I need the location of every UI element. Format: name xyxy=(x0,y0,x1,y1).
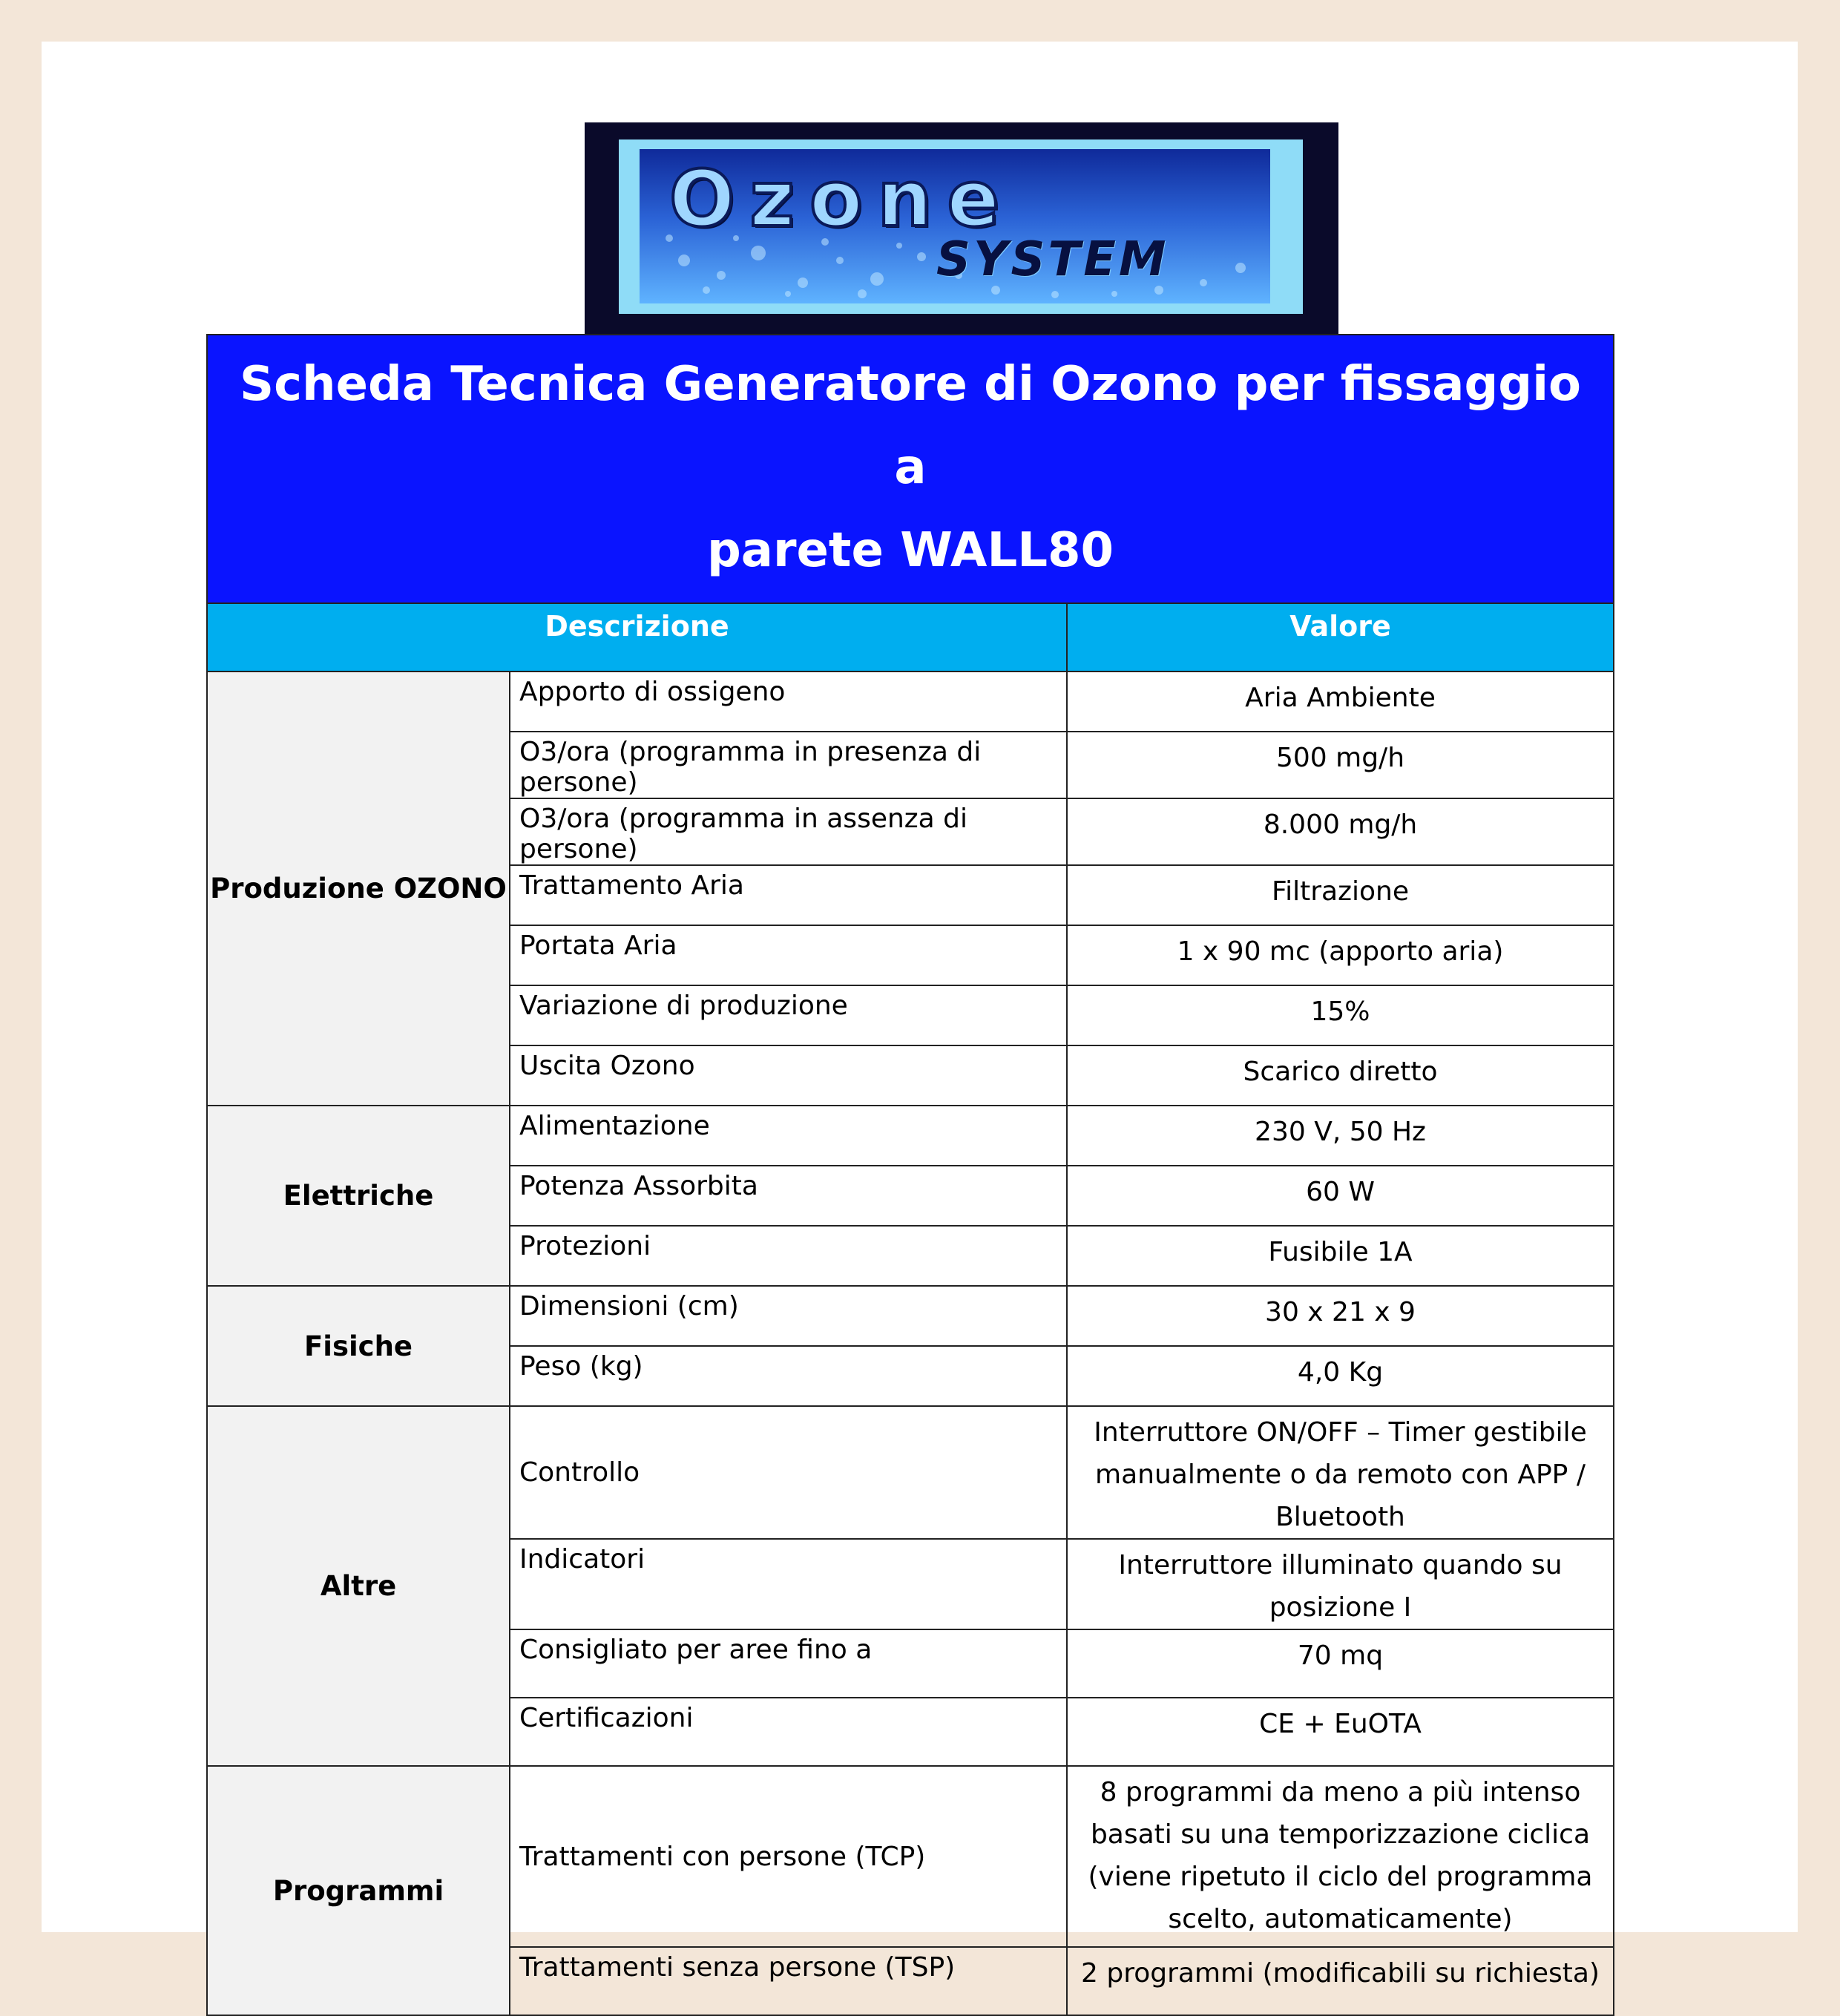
row-description: Variazione di produzione xyxy=(510,985,1067,1045)
group-label: Altre xyxy=(207,1406,510,1766)
row-value: 2 programmi (modificabili su richiesta) xyxy=(1067,1947,1614,2015)
ozone-system-logo xyxy=(585,122,1338,338)
row-value: 30 x 21 x 9 xyxy=(1067,1286,1614,1346)
row-description: Certificazioni xyxy=(510,1698,1067,1766)
row-description: Indicatori xyxy=(510,1539,1067,1629)
table-row xyxy=(207,1766,1614,1947)
table-row xyxy=(207,1286,1614,1346)
row-description: Uscita Ozono xyxy=(510,1045,1067,1106)
row-value: 4,0 Kg xyxy=(1067,1346,1614,1406)
row-value: Interruttore illuminato quando su posizione I xyxy=(1067,1539,1614,1629)
row-description: O3/ora (programma in presenza di persone) xyxy=(510,732,1067,798)
logo-subtitle: SYSTEM xyxy=(936,232,1169,287)
row-description: Controllo xyxy=(510,1406,1067,1539)
row-description: Protezioni xyxy=(510,1226,1067,1286)
group-label: Produzione OZONO xyxy=(207,672,510,1106)
logo-water-drops-background xyxy=(640,149,1270,303)
row-value: 70 mq xyxy=(1067,1629,1614,1698)
row-value: 15% xyxy=(1067,985,1614,1045)
row-value: CE + EuOTA xyxy=(1067,1698,1614,1766)
row-value: 1 x 90 mc (apporto aria) xyxy=(1067,925,1614,985)
table-row xyxy=(207,1106,1614,1166)
row-description: Apporto di ossigeno xyxy=(510,672,1067,732)
row-value: 8.000 mg/h xyxy=(1067,798,1614,865)
title-line-2: parete WALL80 xyxy=(706,523,1114,578)
row-description: Alimentazione xyxy=(510,1106,1067,1166)
table-row xyxy=(207,672,1614,732)
row-value: Aria Ambiente xyxy=(1067,672,1614,732)
table-title xyxy=(207,335,1614,603)
row-description: Trattamenti con persone (TCP) xyxy=(510,1766,1067,1947)
logo-frame xyxy=(619,139,1303,314)
row-value: Filtrazione xyxy=(1067,865,1614,925)
row-description: Trattamenti senza persone (TSP) xyxy=(510,1947,1067,2015)
spec-table-wrapper xyxy=(206,334,1613,2016)
row-value: 500 mg/h xyxy=(1067,732,1614,798)
row-description: Potenza Assorbita xyxy=(510,1166,1067,1226)
title-line-1: Scheda Tecnica Generatore di Ozono per fissaggio a xyxy=(239,357,1582,495)
table-row xyxy=(207,1406,1614,1539)
row-value: Fusibile 1A xyxy=(1067,1226,1614,1286)
header-description: Descrizione xyxy=(207,603,1067,672)
logo-word: Ozone xyxy=(669,154,1014,244)
row-description: Portata Aria xyxy=(510,925,1067,985)
row-value: Scarico diretto xyxy=(1067,1045,1614,1106)
row-value: 230 V, 50 Hz xyxy=(1067,1106,1614,1166)
group-label: Elettriche xyxy=(207,1106,510,1286)
row-value: Interruttore ON/OFF – Timer gestibile manualmente o da remoto con APP / Bluetooth xyxy=(1067,1406,1614,1539)
header-value: Valore xyxy=(1067,603,1614,672)
row-value: 8 programmi da meno a più intenso basati su una temporizzazione ciclica (viene ripetuto il ciclo del programma scelto, automaticamente) xyxy=(1067,1766,1614,1947)
group-label: Programmi xyxy=(207,1766,510,2015)
row-value: 60 W xyxy=(1067,1166,1614,1226)
row-description: O3/ora (programma in assenza di persone) xyxy=(510,798,1067,865)
spec-table xyxy=(206,334,1614,2016)
row-description: Consigliato per aree fino a xyxy=(510,1629,1067,1698)
row-description: Dimensioni (cm) xyxy=(510,1286,1067,1346)
group-label: Fisiche xyxy=(207,1286,510,1406)
row-description: Trattamento Aria xyxy=(510,865,1067,925)
document-page xyxy=(42,42,1798,1989)
row-description: Peso (kg) xyxy=(510,1346,1067,1406)
